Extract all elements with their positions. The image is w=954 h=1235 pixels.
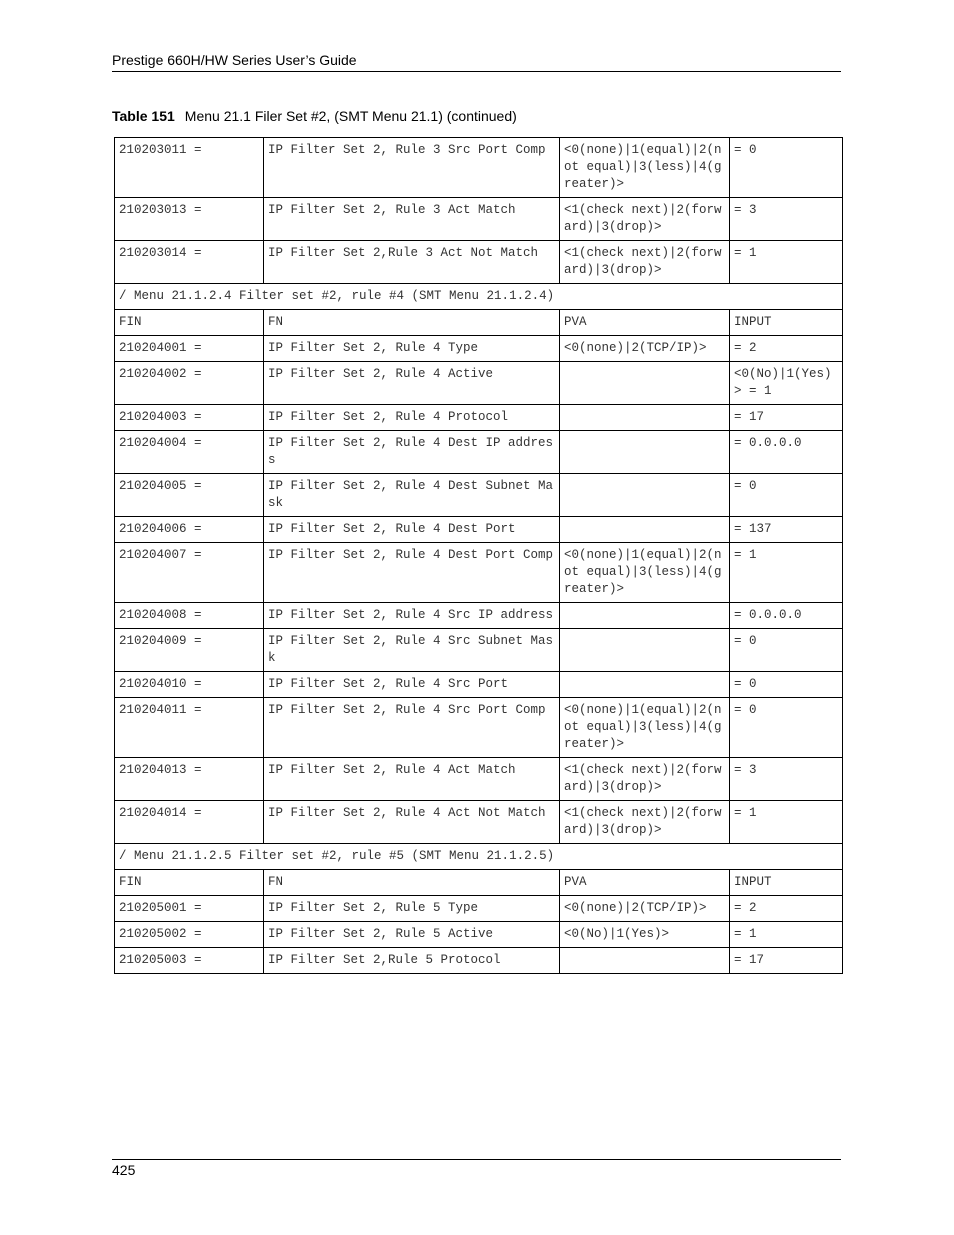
table-caption-label: Table 151 — [112, 108, 175, 124]
fin-cell: 210204002 = — [115, 362, 264, 405]
table-row — [115, 801, 843, 844]
pva-cell — [560, 629, 730, 672]
pva-cell — [560, 431, 730, 474]
fin-cell: 210203014 = — [115, 241, 264, 284]
table-row — [115, 896, 843, 922]
fn-cell: IP Filter Set 2, Rule 4 Dest Port Comp — [264, 543, 560, 603]
table-row — [115, 198, 843, 241]
table-caption — [112, 108, 517, 124]
pva-cell: <0(none)|1(equal)|2(not equal)|3(less)|4(greater)> — [560, 698, 730, 758]
input-cell: = 17 — [730, 405, 843, 431]
table-row — [115, 405, 843, 431]
table-row — [115, 948, 843, 974]
pva-cell — [560, 517, 730, 543]
table-row — [115, 672, 843, 698]
fin-cell: 210205001 = — [115, 896, 264, 922]
input-cell: = 0 — [730, 138, 843, 198]
input-cell: = 0 — [730, 672, 843, 698]
section-header-row — [115, 844, 843, 870]
pva-cell: <0(No)|1(Yes)> — [560, 922, 730, 948]
running-header: Prestige 660H/HW Series User’s Guide — [112, 52, 357, 68]
input-cell: = 1 — [730, 922, 843, 948]
table-caption-text: Menu 21.1 Filer Set #2, (SMT Menu 21.1) (continued) — [184, 108, 517, 124]
table-row — [115, 431, 843, 474]
fin-cell: 210204001 = — [115, 336, 264, 362]
fin-cell: 210204008 = — [115, 603, 264, 629]
fn-cell: IP Filter Set 2, Rule 4 Act Match — [264, 758, 560, 801]
fn-cell: IP Filter Set 2, Rule 4 Src Subnet Mask — [264, 629, 560, 672]
pva-cell: PVA — [560, 310, 730, 336]
table-row — [115, 241, 843, 284]
pva-cell — [560, 603, 730, 629]
fn-cell: IP Filter Set 2, Rule 4 Dest IP address — [264, 431, 560, 474]
column-header-row — [115, 870, 843, 896]
fn-cell: IP Filter Set 2, Rule 4 Active — [264, 362, 560, 405]
input-cell: = 0 — [730, 629, 843, 672]
input-cell: = 2 — [730, 336, 843, 362]
input-cell: = 1 — [730, 801, 843, 844]
fn-cell: IP Filter Set 2, Rule 4 Src Port Comp — [264, 698, 560, 758]
input-cell: = 0 — [730, 698, 843, 758]
input-cell: = 0.0.0.0 — [730, 431, 843, 474]
input-cell: = 3 — [730, 758, 843, 801]
pva-cell — [560, 474, 730, 517]
fin-cell: 210203011 = — [115, 138, 264, 198]
fn-cell: IP Filter Set 2, Rule 4 Dest Port — [264, 517, 560, 543]
fin-cell: 210205003 = — [115, 948, 264, 974]
pva-cell: <1(check next)|2(forward)|3(drop)> — [560, 241, 730, 284]
pva-cell: <1(check next)|2(forward)|3(drop)> — [560, 198, 730, 241]
fin-cell: 210204009 = — [115, 629, 264, 672]
fn-cell: IP Filter Set 2, Rule 5 Active — [264, 922, 560, 948]
input-cell: = 3 — [730, 198, 843, 241]
input-cell: INPUT — [730, 870, 843, 896]
fin-cell: 210204007 = — [115, 543, 264, 603]
input-cell: = 1 — [730, 241, 843, 284]
table-row — [115, 629, 843, 672]
input-cell: <0(No)|1(Yes)> = 1 — [730, 362, 843, 405]
fin-cell: 210204011 = — [115, 698, 264, 758]
pva-cell: <0(none)|1(equal)|2(not equal)|3(less)|4(greater)> — [560, 543, 730, 603]
footer-divider — [112, 1159, 841, 1160]
fn-cell: FN — [264, 870, 560, 896]
fn-cell: IP Filter Set 2, Rule 5 Type — [264, 896, 560, 922]
table-row — [115, 336, 843, 362]
fn-cell: IP Filter Set 2, Rule 4 Type — [264, 336, 560, 362]
fn-cell: IP Filter Set 2,Rule 3 Act Not Match — [264, 241, 560, 284]
pva-cell: <0(none)|2(TCP/IP)> — [560, 336, 730, 362]
fin-cell: FIN — [115, 310, 264, 336]
pva-cell — [560, 948, 730, 974]
table-row — [115, 758, 843, 801]
fin-cell: 210203013 = — [115, 198, 264, 241]
pva-cell: <0(none)|2(TCP/IP)> — [560, 896, 730, 922]
pva-cell: <1(check next)|2(forward)|3(drop)> — [560, 801, 730, 844]
fn-cell: IP Filter Set 2, Rule 4 Act Not Match — [264, 801, 560, 844]
fin-cell: 210204010 = — [115, 672, 264, 698]
input-cell: = 137 — [730, 517, 843, 543]
fin-cell: FIN — [115, 870, 264, 896]
fn-cell: IP Filter Set 2, Rule 3 Act Match — [264, 198, 560, 241]
input-cell: INPUT — [730, 310, 843, 336]
fin-cell: 210204004 = — [115, 431, 264, 474]
table-row — [115, 543, 843, 603]
column-header-row — [115, 310, 843, 336]
fin-cell: 210205002 = — [115, 922, 264, 948]
fn-cell: IP Filter Set 2, Rule 3 Src Port Comp — [264, 138, 560, 198]
pva-cell: <1(check next)|2(forward)|3(drop)> — [560, 758, 730, 801]
section-header-row — [115, 284, 843, 310]
header-divider — [112, 71, 841, 72]
fin-cell: 210204014 = — [115, 801, 264, 844]
table-row — [115, 517, 843, 543]
fin-cell: 210204006 = — [115, 517, 264, 543]
fn-cell: IP Filter Set 2, Rule 4 Dest Subnet Mask — [264, 474, 560, 517]
input-cell: = 0 — [730, 474, 843, 517]
section-title: / Menu 21.1.2.4 Filter set #2, rule #4 (SMT Menu 21.1.2.4) — [115, 284, 843, 310]
pva-cell: PVA — [560, 870, 730, 896]
fn-cell: IP Filter Set 2, Rule 4 Protocol — [264, 405, 560, 431]
fin-cell: 210204003 = — [115, 405, 264, 431]
table-row — [115, 474, 843, 517]
table-row — [115, 138, 843, 198]
pva-cell — [560, 362, 730, 405]
table-row — [115, 603, 843, 629]
page-number: 425 — [112, 1162, 136, 1178]
table-row — [115, 698, 843, 758]
input-cell: = 0.0.0.0 — [730, 603, 843, 629]
filter-set-table — [114, 137, 843, 974]
fn-cell: IP Filter Set 2,Rule 5 Protocol — [264, 948, 560, 974]
section-title: / Menu 21.1.2.5 Filter set #2, rule #5 (SMT Menu 21.1.2.5) — [115, 844, 843, 870]
fn-cell: IP Filter Set 2, Rule 4 Src Port — [264, 672, 560, 698]
fn-cell: FN — [264, 310, 560, 336]
input-cell: = 2 — [730, 896, 843, 922]
pva-cell — [560, 672, 730, 698]
fin-cell: 210204013 = — [115, 758, 264, 801]
table-row — [115, 362, 843, 405]
pva-cell: <0(none)|1(equal)|2(not equal)|3(less)|4(greater)> — [560, 138, 730, 198]
fn-cell: IP Filter Set 2, Rule 4 Src IP address — [264, 603, 560, 629]
table-row — [115, 922, 843, 948]
input-cell: = 17 — [730, 948, 843, 974]
fin-cell: 210204005 = — [115, 474, 264, 517]
pva-cell — [560, 405, 730, 431]
input-cell: = 1 — [730, 543, 843, 603]
